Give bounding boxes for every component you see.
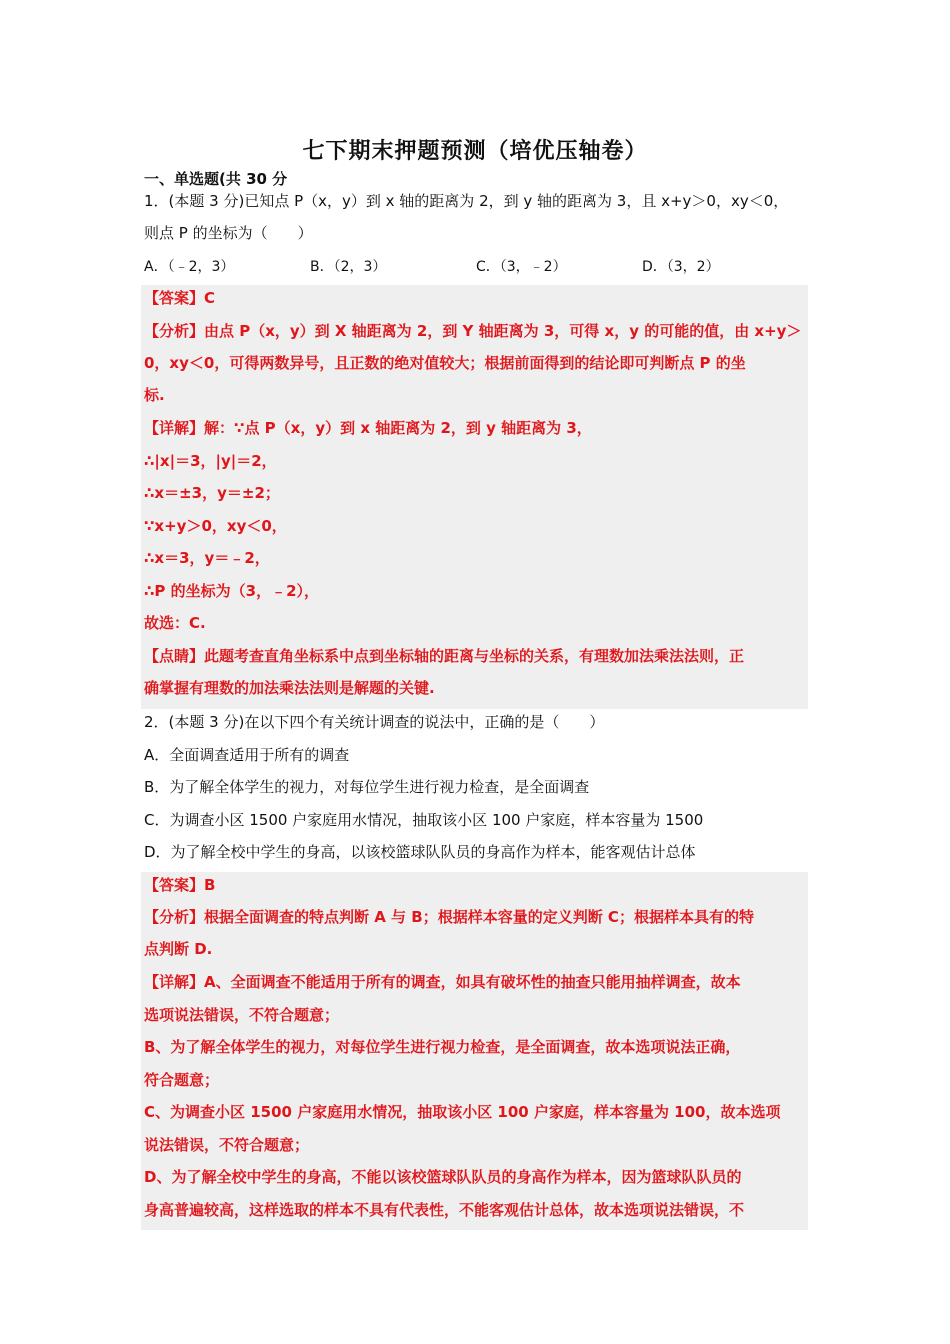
question2-detail-line: 【详解】A、全面调查不能适用于所有的调查，如具有破坏性的抽查只能用抽样调查，故本 (144, 973, 741, 991)
question2-option-d: D．为了解全校中学生的身高，以该校篮球队队员的身高作为样本，能客观估计总体 (144, 843, 696, 861)
question2-option-b: B．为了解全体学生的视力，对每位学生进行视力检查，是全面调查 (144, 778, 590, 796)
section-heading: 一、单选题(共 30 分 (144, 170, 288, 188)
question1-options (144, 256, 812, 278)
question1-answer: 【答案】C (144, 289, 216, 307)
question1-analysis-line: 【分析】由点 P（x，y）到 X 轴距离为 2，到 Y 轴距离为 3，可得 x，y 的可能的值，由 x+y＞ (144, 322, 802, 340)
question2-analysis-line: 点判断 D. (144, 940, 213, 958)
question1-option-b: B．（2，3） (310, 259, 387, 275)
question2-option-c: C．为调查小区 1500 户家庭用水情况，抽取该小区 100 户家庭，样本容量为 1500 (144, 811, 704, 829)
question2-answer: 【答案】B (144, 876, 216, 894)
question2-stem: 2．(本题 3 分)在以下四个有关统计调查的说法中，正确的是（ ） (144, 713, 605, 731)
question1-detail-line: ∴P 的坐标为（3，﹣2）， (144, 582, 320, 600)
question2-detail-line: B、为了解全体学生的视力，对每位学生进行视力检查，是全面调查，故本选项说法正确， (144, 1038, 741, 1056)
question1-detail-line: 故选：C. (144, 614, 206, 632)
question2-detail-line: 身高普遍较高，这样选取的样本不具有代表性，不能客观估计总体，故本选项说法错误，不 (144, 1201, 745, 1219)
question1-stem-line1: 1．(本题 3 分)已知点 P（x，y）到 x 轴的距离为 2，到 y 轴的距离为 3，且 x+y＞0，xy＜0， (144, 192, 789, 210)
question2-detail-line: 选项说法错误，不符合题意； (144, 1006, 340, 1024)
question1-detail-line: 【详解】解：∵点 P（x，y）到 x 轴距离为 2，到 y 轴距离为 3， (144, 419, 592, 437)
question1-answer-box (141, 285, 808, 709)
question2-answer-box (141, 872, 808, 1230)
question1-detail-line: ∵x+y＞0，xy＜0， (144, 517, 287, 535)
question2-detail-line: 符合题意； (144, 1071, 220, 1089)
question1-stem-line2: 则点 P 的坐标为（ ） (144, 224, 313, 242)
question2-analysis-line: 【分析】根据全面调查的特点判断 A 与 B；根据样本容量的定义判断 C；根据样本具有的特 (144, 908, 754, 926)
question1-option-a: A．（﹣2，3） (144, 259, 235, 275)
question1-comment-line: 【点睛】此题考查直角坐标系中点到坐标轴的距离与坐标的关系，有理数加法乘法法则，正 (144, 647, 745, 665)
question1-analysis-line: 0，xy＜0，可得两数异号，且正数的绝对值较大；根据前面得到的结论即可判断点 P 的坐 (144, 354, 746, 372)
question1-option-d: D．（3，2） (642, 259, 720, 275)
question1-detail-line: ∴x＝3，y＝﹣2， (144, 549, 270, 567)
question2-detail-line: C、为调查小区 1500 户家庭用水情况，抽取该小区 100 户家庭，样本容量为 100，故本选项 (144, 1103, 781, 1121)
document-title: 七下期末押题预测（培优压轴卷） (302, 139, 648, 164)
question1-comment-line: 确掌握有理数的加法乘法法则是解题的关键. (144, 679, 435, 697)
question2-detail-line: D、为了解全校中学生的身高，不能以该校篮球队队员的身高作为样本，因为篮球队队员的 (144, 1168, 742, 1186)
question1-analysis-line: 标. (144, 386, 165, 404)
question1-detail-line: ∴|x|＝3，|y|＝2， (144, 452, 277, 470)
question2-detail-line: 说法错误，不符合题意； (144, 1136, 310, 1154)
question2-option-a: A．全面调查适用于所有的调查 (144, 746, 350, 764)
question1-option-c: C．（3，﹣2） (476, 259, 567, 275)
question1-detail-line: ∴x＝±3，y＝±2； (144, 484, 280, 502)
